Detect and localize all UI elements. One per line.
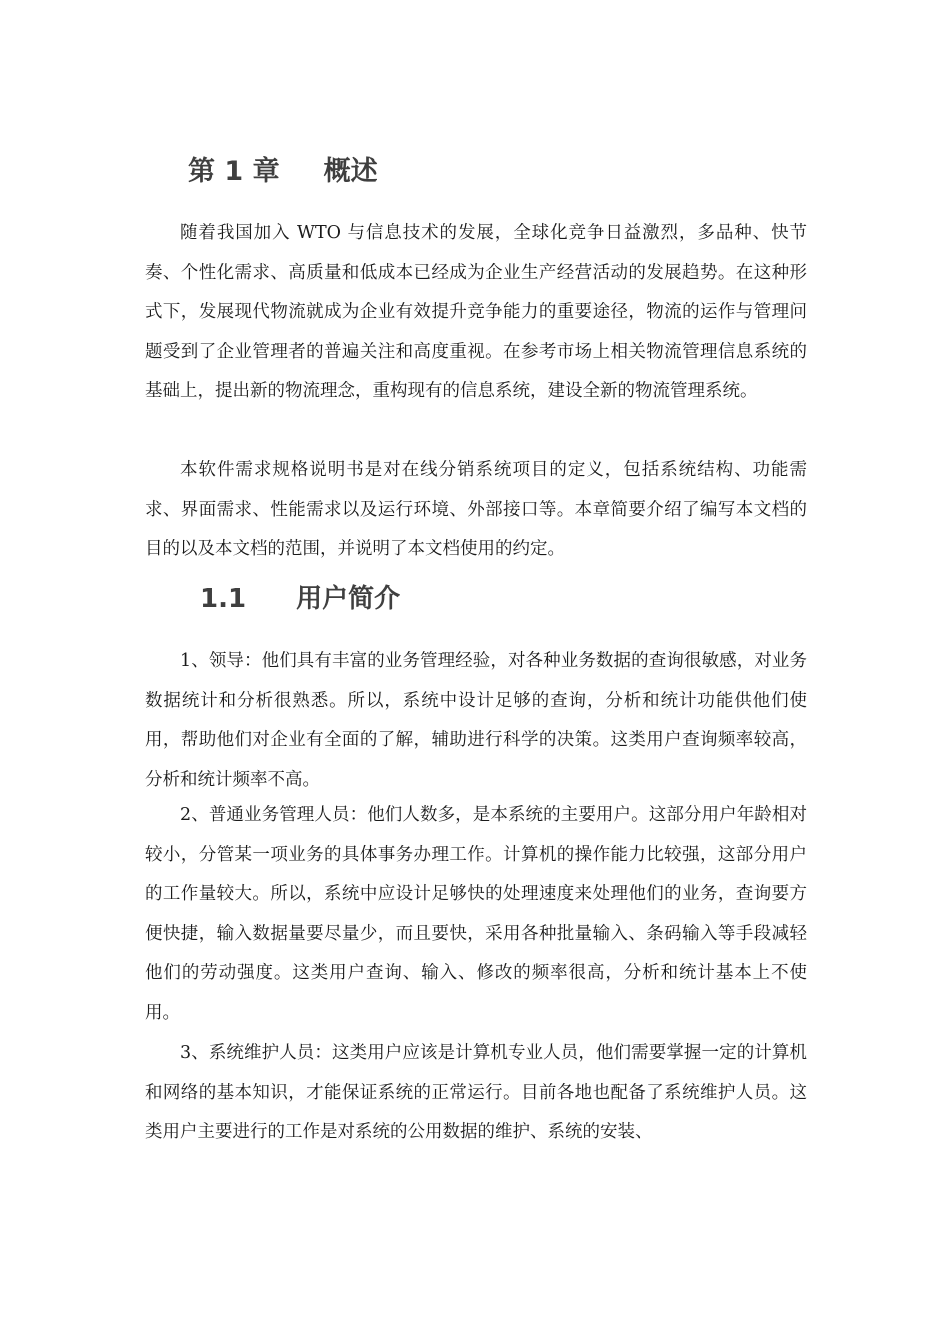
user-paragraph: 3、系统维护人员：这类用户应该是计算机专业人员，他们需要掌握一定的计算机和网络的基本知识，才能保证系统的正常运行。目前各地也配备了系统维护人员。这类用户主要进行的工作是对系统的公用数据的维护、系统的安装、 (145, 1043, 807, 1142)
section-number: 1.1 (200, 584, 247, 614)
chapter-number: 第 1 章 (188, 156, 280, 187)
section-title: 用户简介 (296, 584, 401, 614)
intro-paragraph: 随着我国加入 WTO 与信息技术的发展，全球化竞争日益激烈，多品种、快节奏、个性化需求、高质量和低成本已经成为企业生产经营活动的发展趋势。在这种形式下，发展现代物流就成为企业有效提升竞争能力的重要途径，物流的运作与管理问题受到了企业管理者的普遍关注和高度重视。在参考市场上相关物流管理信息系统的基础上，提出新的物流理念，重构现有的信息系统，建设全新的物流管理系统。 (145, 223, 807, 401)
section-heading (200, 584, 400, 615)
chapter-title: 概述 (323, 156, 378, 187)
chapter-heading (188, 156, 378, 188)
user-paragraph: 1、领导：他们具有丰富的业务管理经验，对各种业务数据的查询很敏感，对业务数据统计和分析很熟悉。所以，系统中设计足够的查询，分析和统计功能供他们使用，帮助他们对企业有全面的了解，辅助进行科学的决策。这类用户查询频率较高，分析和统计频率不高。 (145, 651, 807, 790)
intro-paragraph: 本软件需求规格说明书是对在线分销系统项目的定义，包括系统结构、功能需求、界面需求、性能需求以及运行环境、外部接口等。本章简要介绍了编写本文档的目的以及本文档的范围，并说明了本文档使用的约定。 (145, 460, 807, 559)
user-paragraph: 2、普通业务管理人员：他们人数多，是本系统的主要用户。这部分用户年龄相对较小，分管某一项业务的具体事务办理工作。计算机的操作能力比较强，这部分用户的工作量较大。所以，系统中应设计足够快的处理速度来处理他们的业务，查询要方便快捷，输入数据量要尽量少，而且要快，采用各种批量输入、条码输入等手段减轻他们的劳动强度。这类用户查询、输入、修改的频率很高，分析和统计基本上不使用。 (145, 805, 807, 1023)
